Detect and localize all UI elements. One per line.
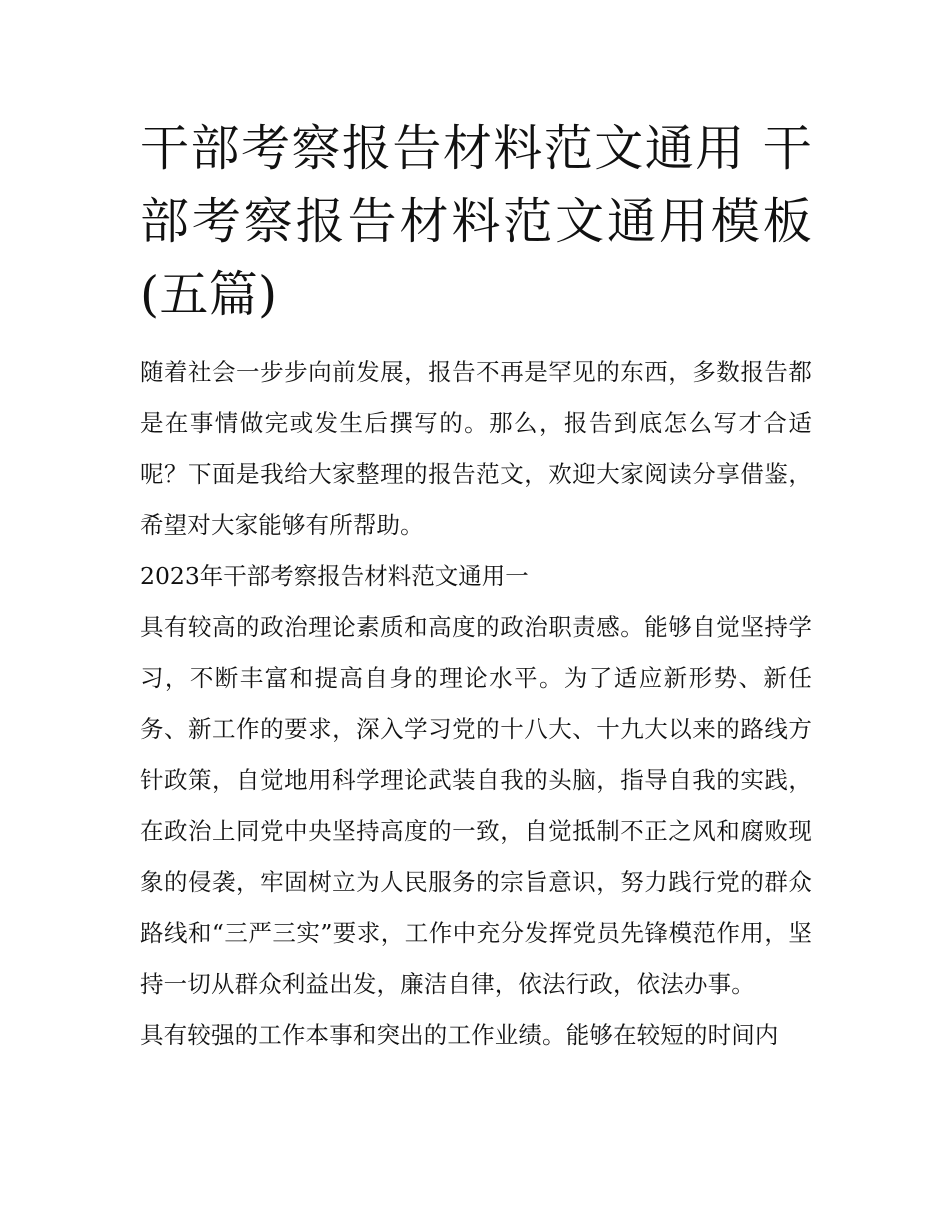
body-paragraph-1: 具有较高的政治理论素质和高度的政治职责感。能够自觉坚持学习，不断丰富和提高自身的理论水平。为了适应新形势、新任务、新工作的要求，深入学习党的十八大、十九大以来的路线方针政策，自觉地用科学理论武装自我的头脑，指导自我的实践，在政治上同党中央坚持高度的一致，自觉抵制不正之风和腐败现象的侵袭，牢固树立为人民服务的宗旨意识，努力践行党的群众路线和“三严三实”要求，工作中充分发挥党员先锋模范作用，坚持一切从群众利益出发，廉洁自律，依法行政，依法办事。 — [140, 613, 812, 998]
document-page — [140, 112, 812, 1061]
document-title: 干部考察报告材料范文通用 干部考察报告材料范文通用模板(五篇) — [140, 120, 812, 323]
section-heading: 2023年干部考察报告材料范文通用一 — [140, 562, 529, 590]
intro-paragraph: 随着社会一步步向前发展，报告不再是罕见的东西，多数报告都是在事情做完或发生后撰写的。那么，报告到底怎么写才合适呢？下面是我给大家整理的报告范文，欢迎大家阅读分享借鉴，希望对大家能够有所帮助。 — [140, 358, 812, 539]
body-paragraph-2: 具有较强的工作本事和突出的工作业绩。能够在较短的时间内 — [140, 1021, 779, 1049]
